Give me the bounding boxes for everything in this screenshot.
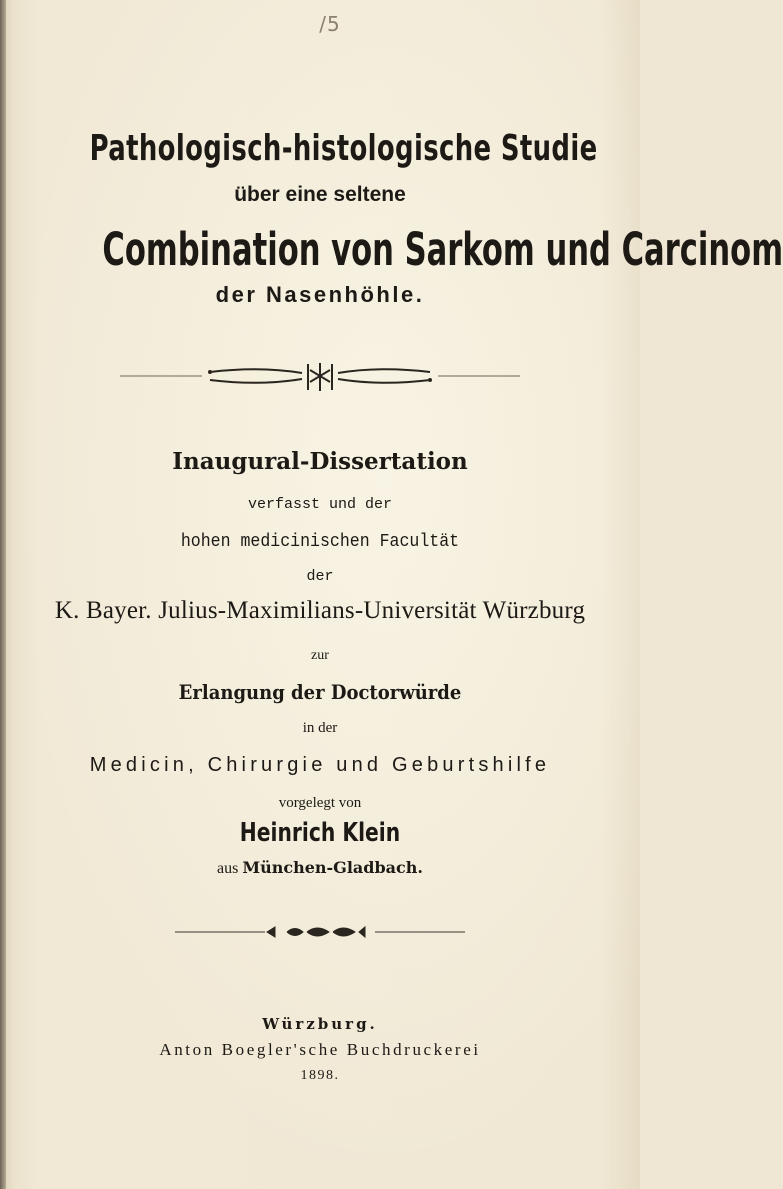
degree-line: Erlangung der Doctorwürde xyxy=(178,680,462,704)
dissertation-line-9: vorgelegt von xyxy=(278,795,362,811)
author-origin-city: München-Gladbach. xyxy=(242,858,423,877)
dissertation-line-5: zur xyxy=(311,648,329,663)
author-name: Heinrich Klein xyxy=(239,818,401,848)
imprint-year: 1898. xyxy=(300,1068,340,1083)
book-spine-edge xyxy=(0,0,6,1189)
title-line-3: Combination von Sarkom und Carcinom xyxy=(102,223,783,276)
dissertation-line-1: verfasst und der xyxy=(247,496,393,513)
title-line-2: über eine seltene xyxy=(234,183,406,206)
dissertation-line-3: der xyxy=(306,568,334,585)
author-origin xyxy=(0,858,640,878)
ornament-divider-top xyxy=(0,360,640,394)
dissertation-line-2: hohen medicinischen Facultät xyxy=(180,532,460,552)
imprint-printer: Anton Boegler'sche Buchdruckerei xyxy=(159,1040,481,1059)
imprint-city: Würzburg. xyxy=(262,1015,378,1033)
dissertation-heading: Inaugural-Dissertation xyxy=(172,448,468,475)
author-origin-prefix: aus xyxy=(217,860,239,877)
university-line: K. Bayer. Julius-Maximilians-Universität Würzburg xyxy=(54,597,586,624)
dissertation-line-7: in der xyxy=(302,720,338,736)
ornament-divider-bottom xyxy=(0,922,640,942)
faculty-subjects-line: Medicin, Chirurgie und Geburtshilfe xyxy=(89,754,551,776)
title-line-1: Pathologisch-histologische Studie xyxy=(89,128,598,169)
handwritten-mark: /5 xyxy=(319,12,341,36)
title-line-4: der Nasenhöhle. xyxy=(215,282,425,307)
